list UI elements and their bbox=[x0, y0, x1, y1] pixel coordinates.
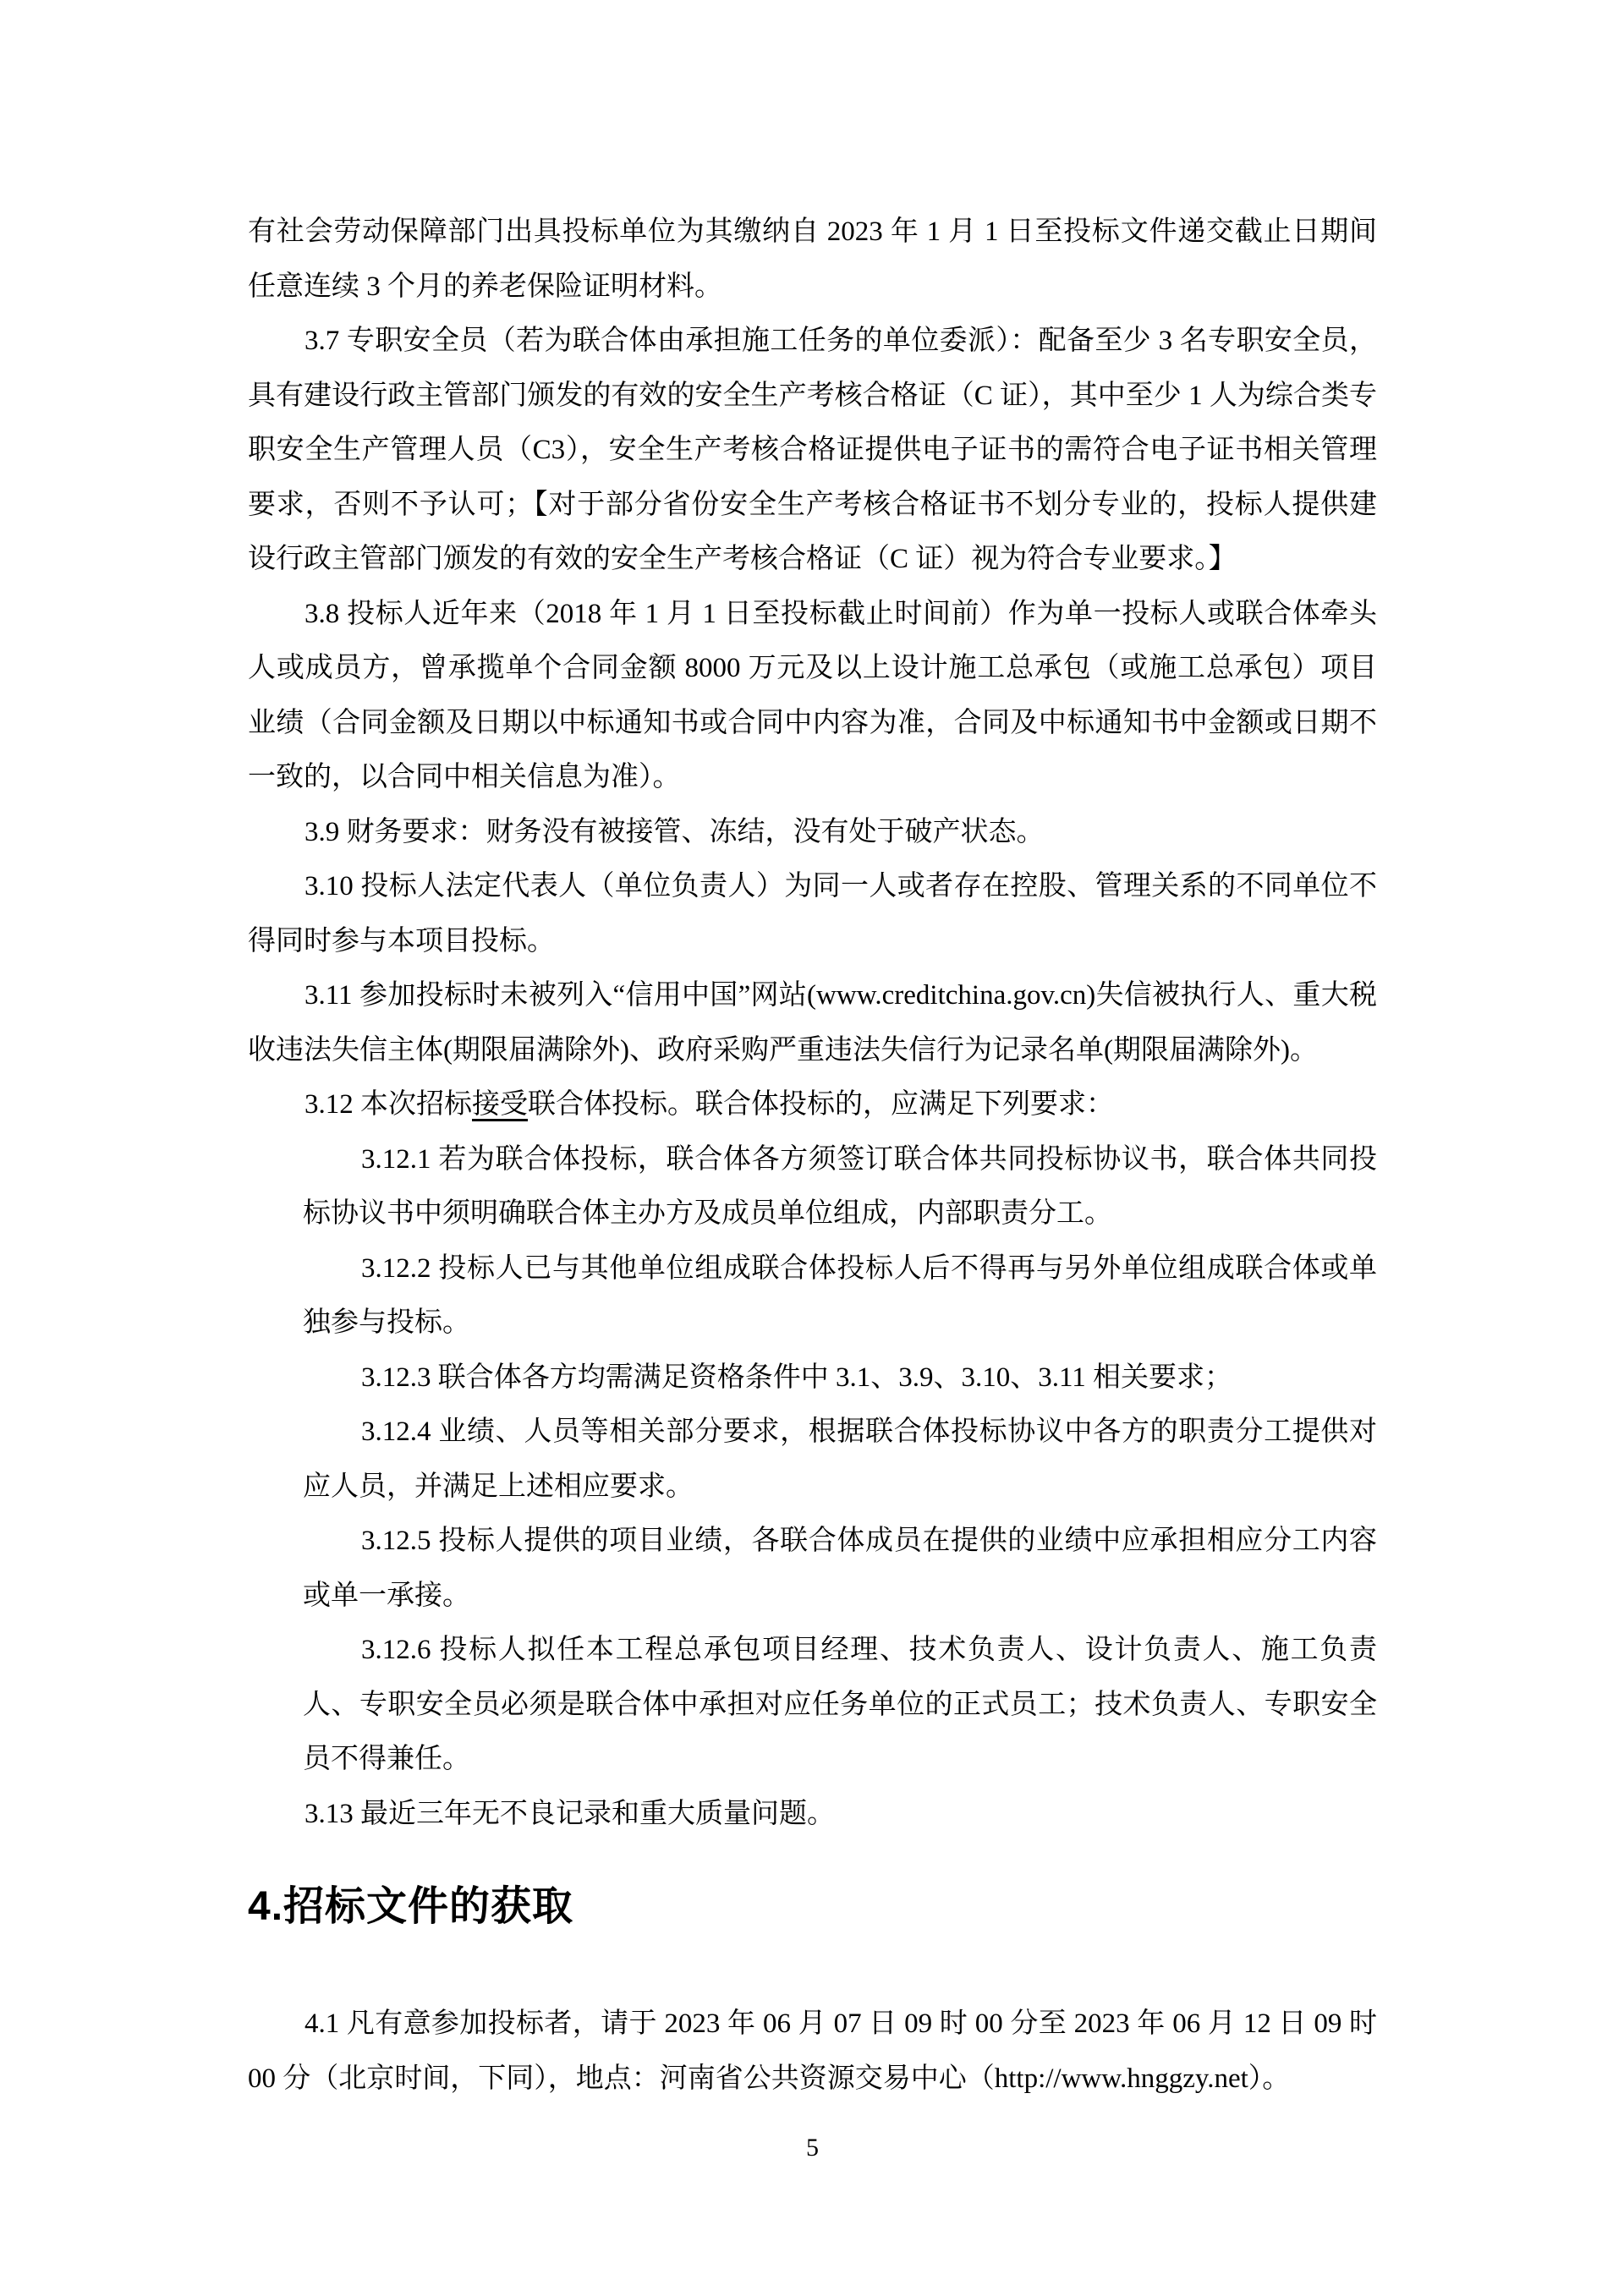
clause-3-12 bbox=[248, 1077, 1377, 1132]
paragraph-carryover: 有社会劳动保障部门出具投标单位为其缴纳自 2023 年 1 月 1 日至投标文件递交截止日期间任意连续 3 个月的养老保险证明材料。 bbox=[248, 216, 1377, 302]
clause-3-12-2: 3.12.2 投标人已与其他单位组成联合体投标人后不得再与另外单位组成联合体或单独参与投标。 bbox=[303, 1252, 1377, 1338]
clause-3-12-1: 3.12.1 若为联合体投标，联合体各方须签订联合体共同投标协议书，联合体共同投标协议书中须明确联合体主办方及成员单位组成，内部职责分工。 bbox=[303, 1143, 1377, 1229]
clause-3-12-3: 3.12.3 联合体各方均需满足资格条件中 3.1、3.9、3.10、3.11 相关要求； bbox=[361, 1362, 1233, 1393]
clause-3-12-6: 3.12.6 投标人拟任本工程总承包项目经理、技术负责人、设计负责人、施工负责人、专职安全员必须是联合体中承担对应任务单位的正式员工；技术负责人、专职安全员不得兼任。 bbox=[303, 1635, 1377, 1774]
clause-3-9: 3.9 财务要求：财务没有被接管、冻结，没有处于破产状态。 bbox=[304, 816, 1045, 847]
clause-3-12-5: 3.12.5 投标人提供的项目业绩，各联合体成员在提供的业绩中应承担相应分工内容或单一承接。 bbox=[303, 1526, 1377, 1611]
document-body bbox=[248, 205, 1377, 2165]
clause-3-7: 3.7 专职安全员（若为联合体由承担施工任务的单位委派）：配备至少 3 名专职安全员，具有建设行政主管部门颁发的有效的安全生产考核合格证（C 证），其中至少 1 人为综合类专职安全生产管理人员（C3），安全生产考核合格证提供电子证书的需符合电子证书相关管理要求，否则不予认可；【对于部分省份安全生产考核合格证书不划分专业的，投标人提供建设行政主管部门颁发的有效的安全生产考核合格证（C 证）视为符合专业要求。】 bbox=[248, 326, 1377, 574]
section-4-heading: 4.招标文件的获取 bbox=[248, 1884, 574, 1929]
clause-3-12-4: 3.12.4 业绩、人员等相关部分要求，根据联合体投标协议中各方的职责分工提供对应人员，并满足上述相应要求。 bbox=[303, 1417, 1377, 1502]
clause-3-12-pre-text: 3.12 本次招标 bbox=[304, 1089, 472, 1120]
clause-3-12-underlined-text: 接受 bbox=[472, 1089, 528, 1120]
page-number: 5 bbox=[806, 2134, 819, 2162]
clause-3-13: 3.13 最近三年无不良记录和重大质量问题。 bbox=[304, 1798, 835, 1829]
clause-4-1: 4.1 凡有意参加投标者，请于 2023 年 06 月 07 日 09 时 00 分至 2023 年 06 月 12 日 09 时 00 分（北京时间，下同），地点：河南省公共资源交易中心（http://www.hnggzy.net）。 bbox=[248, 2008, 1378, 2094]
clause-3-10: 3.10 投标人法定代表人（单位负责人）为同一人或者存在控股、管理关系的不同单位不得同时参与本项目投标。 bbox=[248, 871, 1377, 956]
clause-3-12-post-text: 联合体投标。联合体投标的，应满足下列要求： bbox=[528, 1089, 1114, 1120]
clause-3-11: 3.11 参加投标时未被列入“信用中国”网站(www.creditchina.gov.cn)失信被执行人、重大税收违法失信主体(期限届满除外)、政府采购严重违法失信行为记录名单(期限届满除外)。 bbox=[248, 980, 1377, 1066]
clause-3-8: 3.8 投标人近年来（2018 年 1 月 1 日至投标截止时间前）作为单一投标人或联合体牵头人或成员方，曾承揽单个合同金额 8000 万元及以上设计施工总承包（或施工总承包）项目业绩（合同金额及日期以中标通知书或合同中内容为准，合同及中标通知书中金额或日期不一致的，以合同中相关信息为准）。 bbox=[248, 598, 1377, 792]
